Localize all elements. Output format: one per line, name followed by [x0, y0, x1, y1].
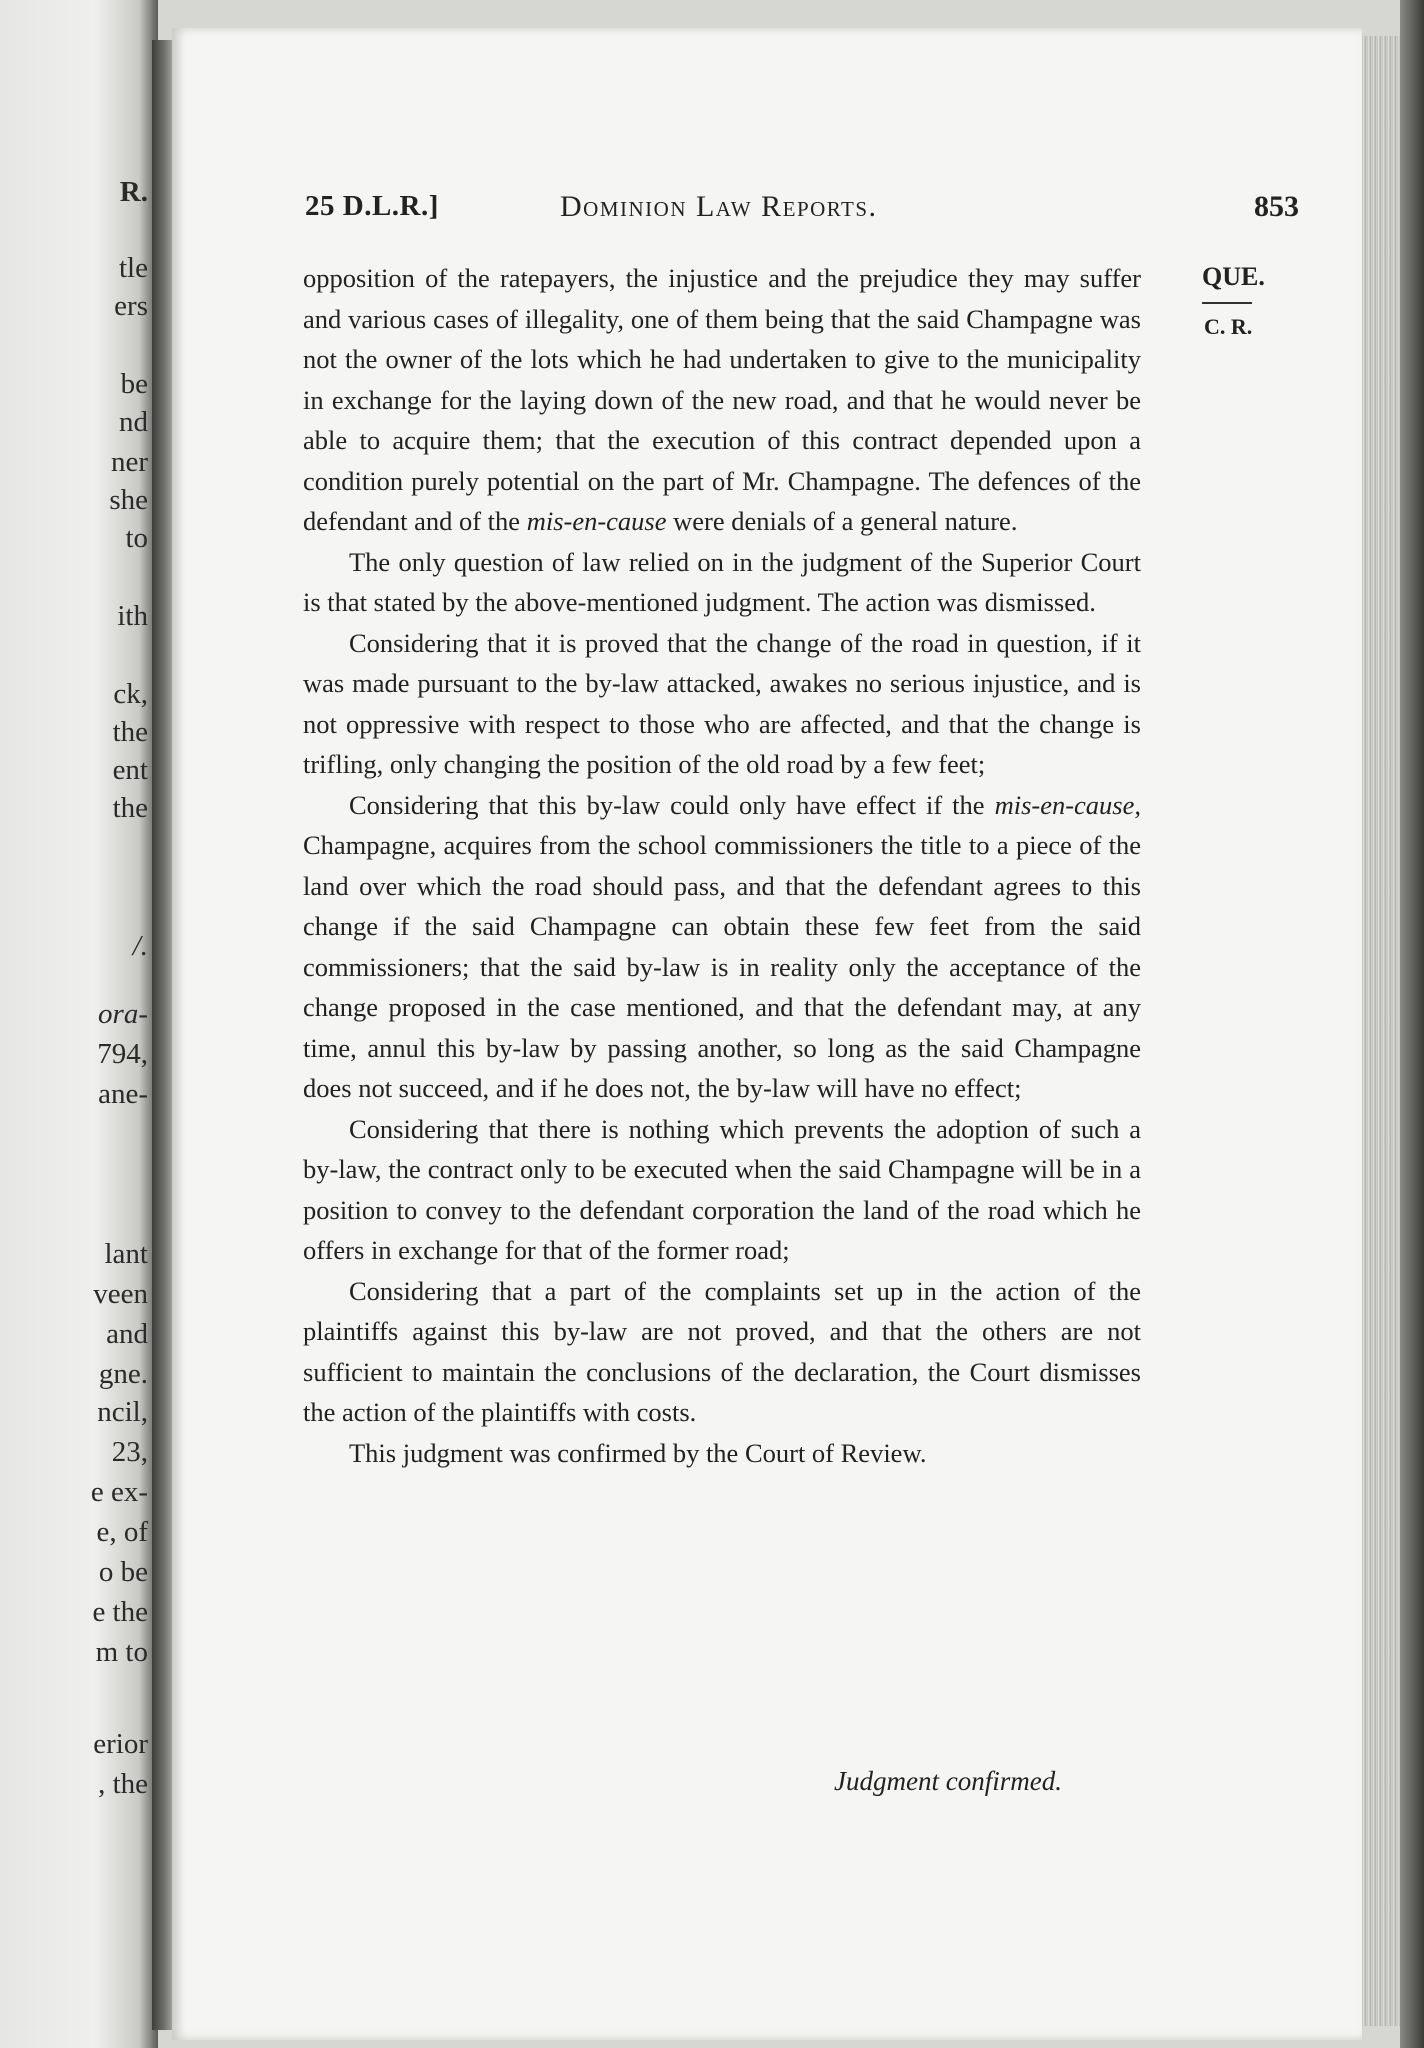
previous-page-fragment: m to [95, 1636, 148, 1668]
paragraph-text: were denials of a general nature. [666, 506, 1018, 536]
previous-page-fragment: the [112, 716, 148, 748]
previous-page-fragment: tle [119, 252, 148, 284]
previous-page-fragment: veen [93, 1278, 148, 1310]
paragraph-text: Considering that there is nothing which prevents the adoption of such a by-law, the contract only to be executed when the said Champagne will be in a position to convey to the defendant corporation the land of the road which he offers in exchange for that of the former road; [303, 1113, 1141, 1265]
paragraph [303, 542, 1141, 623]
previous-page-fragment: ane- [98, 1078, 148, 1110]
previous-page-fragment: 23, [111, 1436, 148, 1468]
previous-page-fragment: e, of [96, 1516, 148, 1548]
paragraph-text: Considering that it is proved that the change of the road in question, if it was made pursuant to the by-law attacked, awakes no serious injustice, and is not oppressive with respect to those who are affected, and that the change is trifling, only changing the position of the old road by a few feet; [303, 627, 1141, 779]
paragraph-text: The only question of law relied on in the judgment of the Superior Court is that stated by the above-mentioned judgment. The action was dismissed. [303, 546, 1141, 617]
previous-page-fragment: e the [92, 1596, 148, 1628]
body-text [303, 258, 1141, 1473]
paragraph-text: This judgment was confirmed by the Court of Review. [349, 1437, 927, 1468]
previous-page-fragment: e ex- [90, 1476, 148, 1508]
paragraph [303, 1433, 1141, 1474]
previous-page-fragment: the [112, 792, 148, 824]
italic-term: mis-en-cause [526, 506, 667, 536]
previous-page-fragment: ner [110, 446, 148, 478]
paragraph [303, 1271, 1141, 1433]
page-number: 853 [1254, 190, 1299, 223]
previous-page-fragment: erior [93, 1728, 148, 1760]
margin-note-court: QUE. [1202, 262, 1265, 291]
previous-page-fragment: ent [112, 754, 148, 786]
paragraph-text: opposition of the ratepayers, the injustice and the prejudice they may suffer and various cases of illegality, one of them being that the said Champagne was not the owner of the lots which he had undertaken to give to the municipality in exchange for the laying down of the new road, and that he would never be able to acquire them; that the execution of this contract depended upon a condition purely potential on the part of Mr. Champagne. The defences of the defendant and of the [303, 263, 1141, 536]
previous-page-fragment: 794, [97, 1038, 148, 1070]
margin-note-division: C. R. [1204, 314, 1253, 339]
paragraph-text: Considering that this by-law could only have effect if the [349, 789, 995, 820]
previous-page-fragment: lant [104, 1238, 148, 1270]
book-cover-edge [1400, 0, 1424, 2048]
previous-page-fragment: to [125, 522, 148, 554]
previous-page-fragment: ncil, [97, 1396, 148, 1428]
previous-page-fragment: /. [132, 930, 148, 962]
previous-page-fragment: ck, [113, 678, 148, 710]
previous-page-fragment: be [120, 368, 148, 400]
margin-note-rule [1202, 302, 1252, 304]
running-head-volume: 25 D.L.R.] [305, 190, 439, 222]
previous-page-fragment: she [109, 484, 148, 516]
previous-page-fragment: ith [117, 600, 148, 632]
closing-line: Judgment confirmed. [834, 1766, 1062, 1796]
running-head-title: Dominion Law Reports. [560, 190, 878, 223]
paragraph-text: Considering that a part of the complaints set up in the action of the plaintiffs against this by-law are not proved, and that the others are not sufficient to maintain the conclusions of the declaration, the Court dismisses the action of the plaintiffs with costs. [303, 1275, 1141, 1427]
page-stack-edge [1362, 36, 1402, 2026]
previous-page-edge [0, 0, 158, 2048]
previous-page-fragment: o be [98, 1556, 148, 1588]
previous-page-fragment: , the [98, 1768, 148, 1800]
previous-page-fragment: nd [119, 406, 148, 438]
previous-page-fragment: gne. [98, 1358, 148, 1390]
previous-page-fragment: and [106, 1318, 148, 1350]
paragraph [303, 1109, 1141, 1271]
paragraph-text: Champagne, acquires from the school commissioners the title to a piece of the land over which the road should pass, and that the defendant agrees to this change if the said Champagne can obtain these few feet from the said commissioners; that the said by-law is in reality only the acceptance of the change proposed in the case mentioned, and that the defendant may, at any time, annul this by-law by passing another, so long as the said Champagne does not succeed, and if he does not, the by-law will have no effect; [303, 830, 1141, 1103]
paragraph [303, 785, 1141, 1109]
italic-term: mis-en-cause, [994, 789, 1141, 820]
previous-page-fragment: R. [119, 176, 148, 208]
previous-page-fragment: ora- [98, 998, 148, 1030]
paragraph [303, 623, 1141, 785]
paragraph [303, 258, 1141, 542]
previous-page-fragment: ers [114, 290, 148, 322]
